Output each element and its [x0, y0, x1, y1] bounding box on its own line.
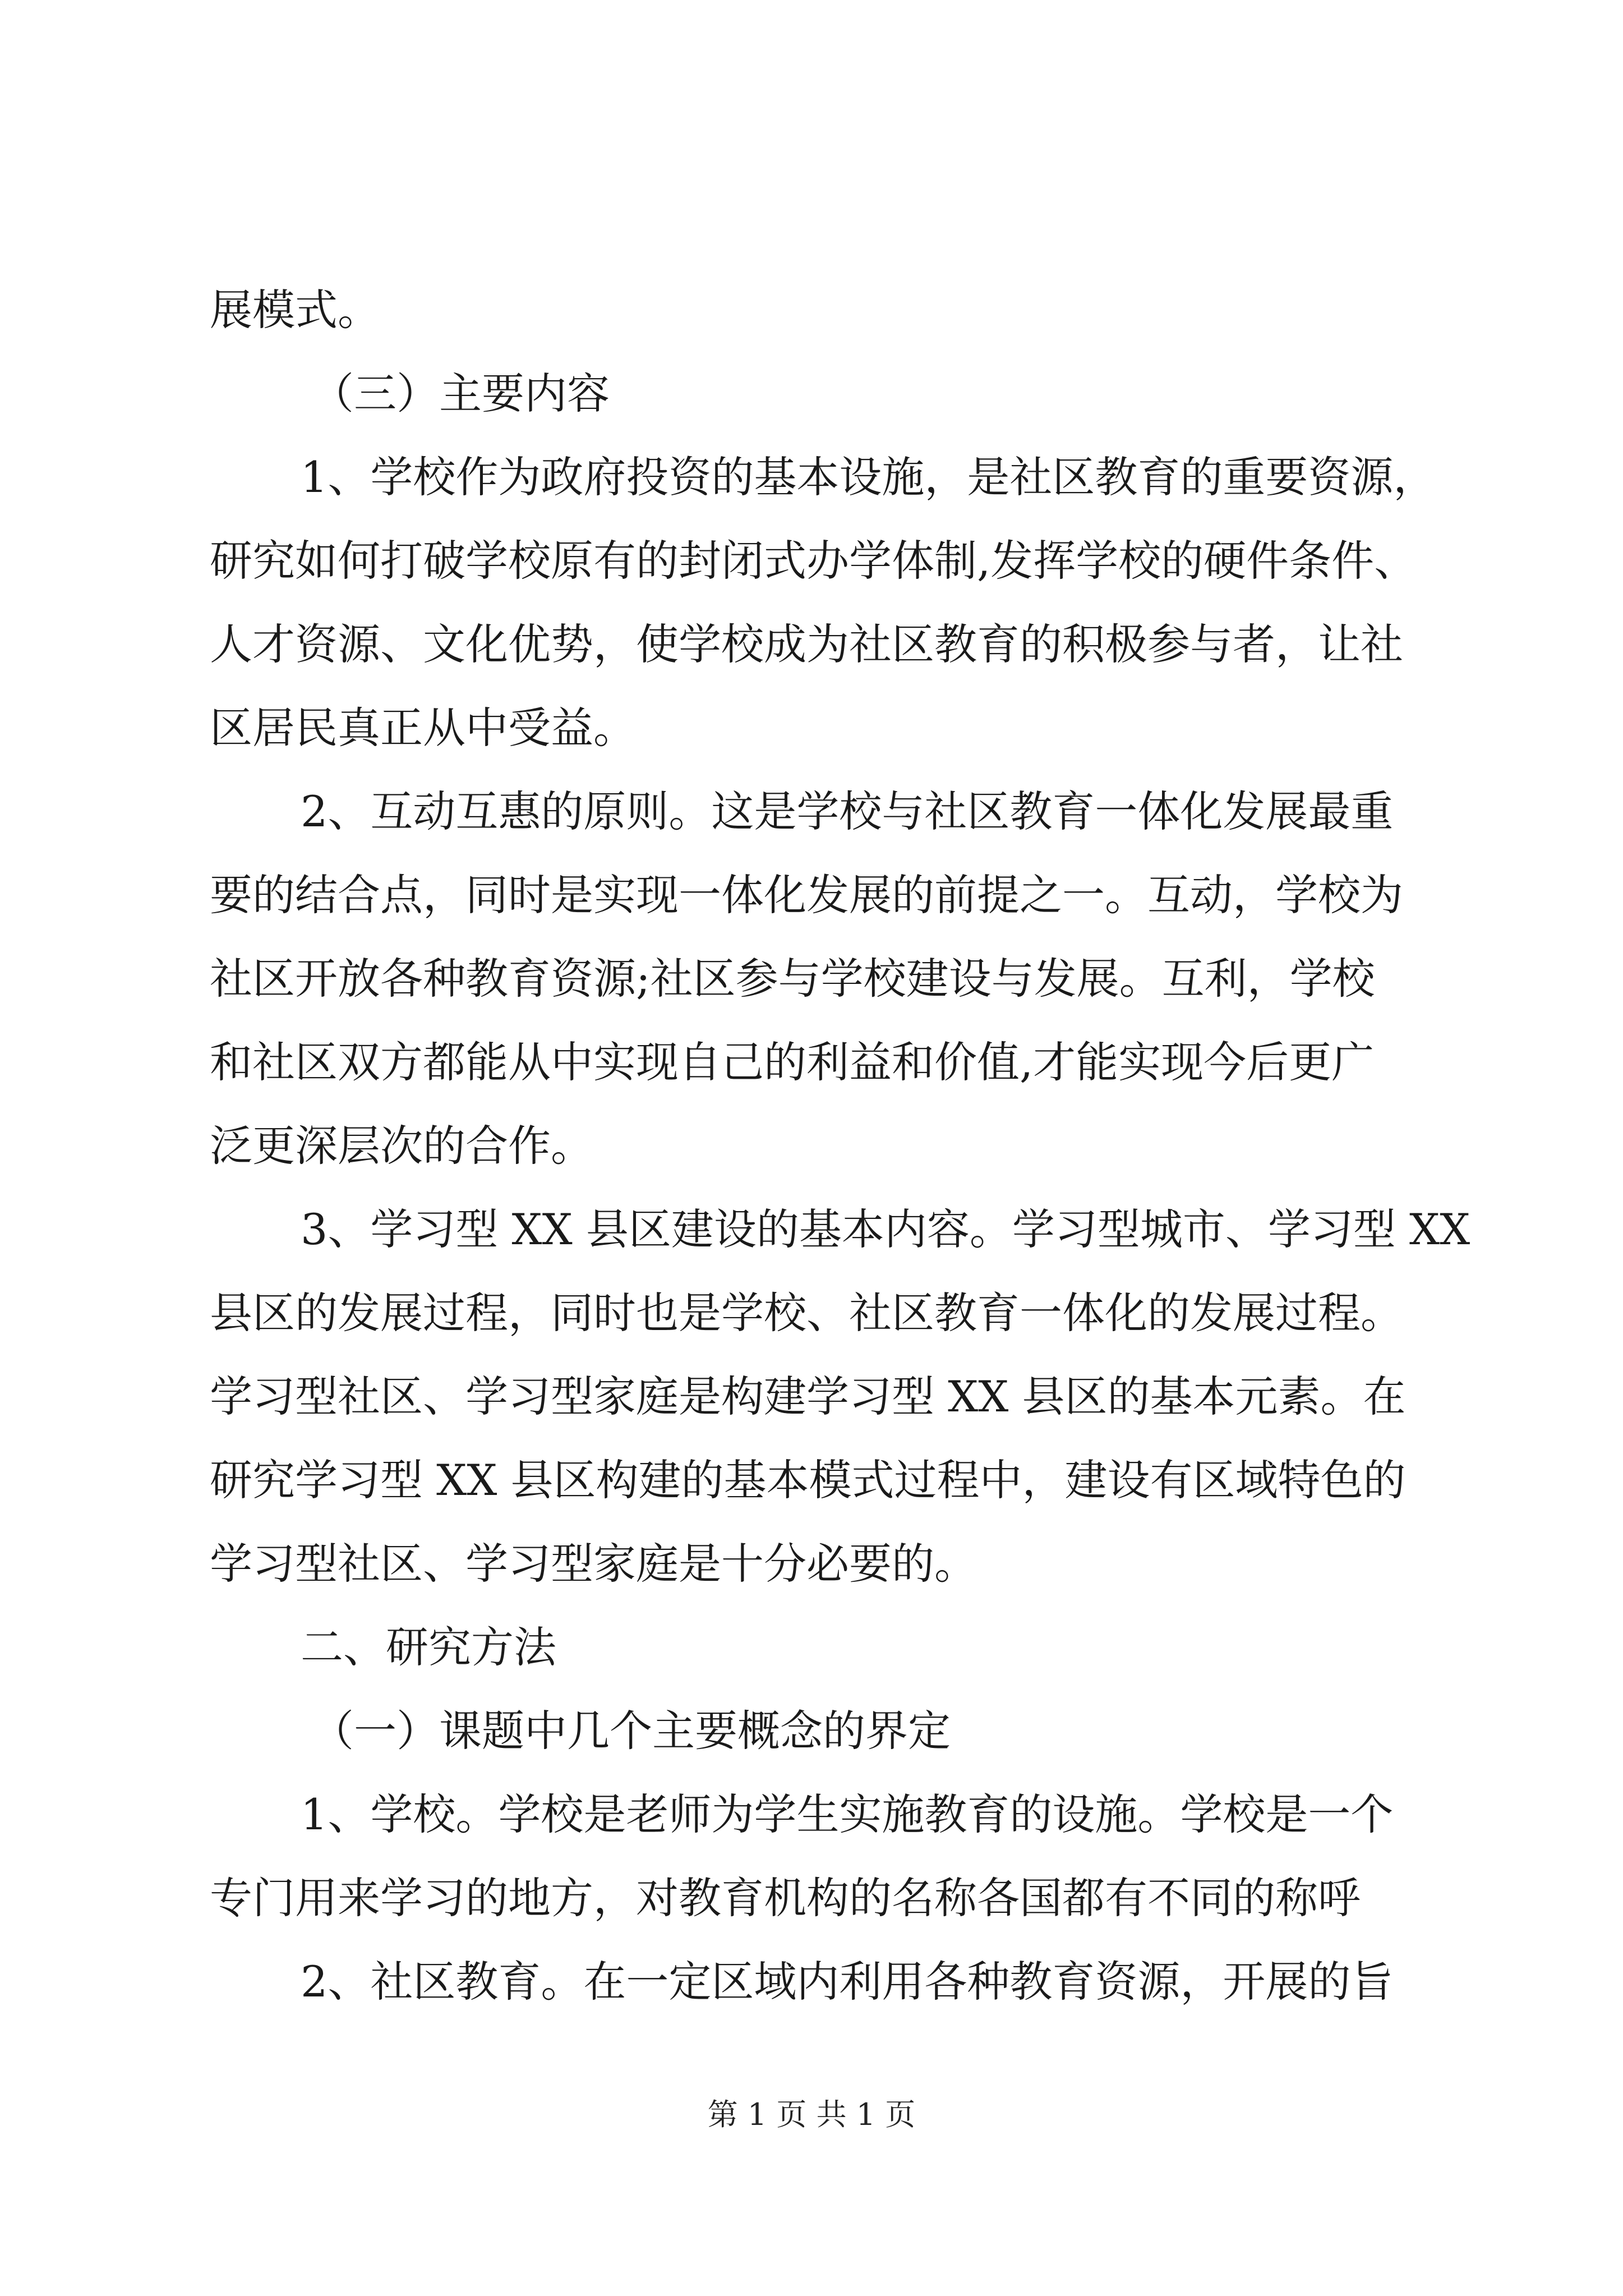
text-line: 专门用来学习的地方，对教育机构的名称各国都有不同的称呼: [210, 1873, 1361, 1923]
text-line: 展模式。: [210, 285, 380, 335]
text-line: 学习型社区、学习型家庭是十分必要的。: [210, 1539, 977, 1589]
section-heading: （一）课题中几个主要概念的界定: [311, 1706, 951, 1756]
text-line: 泛更深层次的合作。: [210, 1121, 593, 1171]
text-line: 人才资源、文化优势，使学校成为社区教育的积极参与者，让社: [210, 619, 1403, 669]
text-line: 区居民真正从中受益。: [210, 703, 636, 753]
text-line: 研究学习型 XX 县区构建的基本模式过程中，建设有区域特色的: [210, 1455, 1406, 1505]
text-line: 2、社区教育。在一定区域内利用各种教育资源，开展的旨: [301, 1957, 1394, 2007]
text-line: 社区开放各种教育资源;社区参与学校建设与发展。互利，学校: [210, 954, 1375, 1004]
text-line: 1、学校作为政府投资的基本设施，是社区教育的重要资源，: [301, 452, 1436, 502]
text-line: 学习型社区、学习型家庭是构建学习型 XX 县区的基本元素。在: [210, 1372, 1406, 1421]
text-line: 1、学校。学校是老师为学生实施教育的设施。学校是一个: [301, 1789, 1394, 1839]
text-line: 3、学习型 XX 县区建设的基本内容。学习型城市、学习型 XX: [301, 1204, 1470, 1254]
page-footer: 第 1 页 共 1 页: [707, 2097, 916, 2132]
text-line: 县区的发展过程，同时也是学校、社区教育一体化的发展过程。: [210, 1288, 1403, 1338]
section-heading: 二、研究方法: [301, 1622, 556, 1672]
section-heading: （三）主要内容: [311, 369, 610, 418]
text-line: 和社区双方都能从中实现自己的利益和价值,才能实现今后更广: [210, 1037, 1375, 1087]
text-line: 研究如何打破学校原有的封闭式办学体制,发挥学校的硬件条件、: [210, 536, 1417, 586]
text-line: 2、互动互惠的原则。这是学校与社区教育一体化发展最重: [301, 786, 1394, 836]
text-line: 要的结合点，同时是实现一体化发展的前提之一。互动，学校为: [210, 870, 1403, 920]
